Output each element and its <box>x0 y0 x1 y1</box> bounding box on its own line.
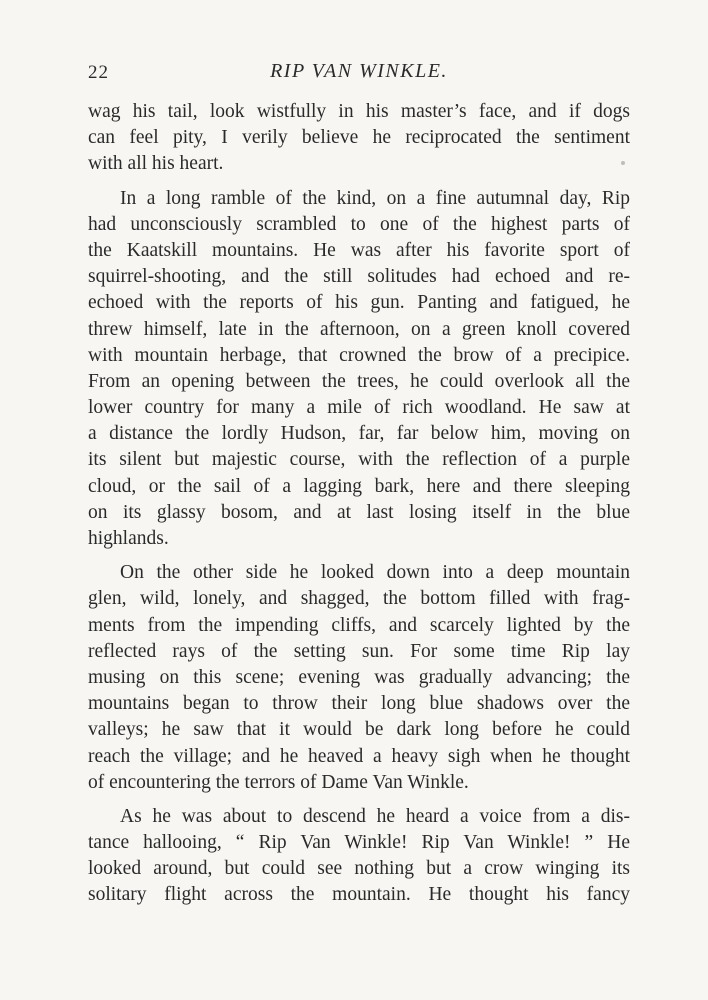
page-number: 22 <box>88 62 109 83</box>
text-line: ments from the impending cliffs, and scarcely lighted by the <box>88 614 630 636</box>
text-line: glen, wild, lonely, and shagged, the bottom filled with frag- <box>88 588 630 610</box>
body-text <box>88 99 630 909</box>
text-line: with all his heart. <box>88 153 224 175</box>
text-line: In a long ramble of the kind, on a fine autumnal day, Rip <box>120 187 630 209</box>
text-line: solitary flight across the mountain. He thought his fancy <box>88 884 630 906</box>
text-line: wag his tail, look wistfully in his master’s face, and if dogs <box>88 101 630 122</box>
text-line: a distance the lordly Hudson, far, far below him, moving on <box>88 423 630 445</box>
text-line: mountains began to throw their long blue shadows over the <box>88 693 630 715</box>
text-line: musing on this scene; evening was gradually advancing; the <box>88 666 630 688</box>
paragraph-gap <box>88 552 630 560</box>
text-line: reflected rays of the setting sun. For some time Rip lay <box>88 640 630 662</box>
text-line: valleys; he saw that it would be dark long before he could <box>88 719 630 741</box>
text-line: on its glassy bosom, and at last losing itself in the blue <box>88 501 630 523</box>
text-line: tance hallooing, “ Rip Van Winkle! Rip Van Winkle! ” He <box>88 832 630 854</box>
text-line: From an opening between the trees, he could overlook all the <box>88 370 630 392</box>
paragraph <box>88 560 630 796</box>
text-line: had unconsciously scrambled to one of the highest parts of <box>88 213 630 235</box>
text-line: highlands. <box>88 528 169 549</box>
book-title: RIP VAN WINKLE. <box>270 60 448 82</box>
text-line: the Kaatskill mountains. He was after his favorite sport of <box>88 239 630 261</box>
paragraph-gap <box>88 178 630 186</box>
text-line: with mountain herbage, that crowned the brow of a precipice. <box>88 344 630 366</box>
text-line: reach the village; and he heaved a heavy sigh when he thought <box>88 745 630 767</box>
text-line: cloud, or the sail of a lagging bark, here and there sleeping <box>88 475 630 497</box>
paragraph <box>88 99 630 178</box>
text-line: can feel pity, I verily believe he reciprocated the sentiment <box>88 127 630 149</box>
paragraph <box>88 186 630 553</box>
text-line: On the other side he looked down into a deep mountain <box>120 562 630 584</box>
text-line: As he was about to descend he heard a voice from a dis- <box>120 805 630 827</box>
running-head <box>88 60 630 86</box>
text-line: lower country for many a mile of rich woodland. He saw at <box>88 397 630 419</box>
text-line: threw himself, late in the afternoon, on a green knoll covered <box>88 318 630 340</box>
text-line: looked around, but could see nothing but a crow winging its <box>88 858 630 880</box>
text-line: its silent but majestic course, with the reflection of a purple <box>88 449 630 471</box>
paragraph <box>88 804 630 909</box>
ink-speck <box>621 161 625 165</box>
text-line: of encountering the terrors of Dame Van Winkle. <box>88 771 469 793</box>
text-line: echoed with the reports of his gun. Panting and fatigued, he <box>88 292 630 314</box>
paragraph-gap <box>88 796 630 804</box>
text-line: squirrel-shooting, and the still solitudes had echoed and re- <box>88 266 630 288</box>
